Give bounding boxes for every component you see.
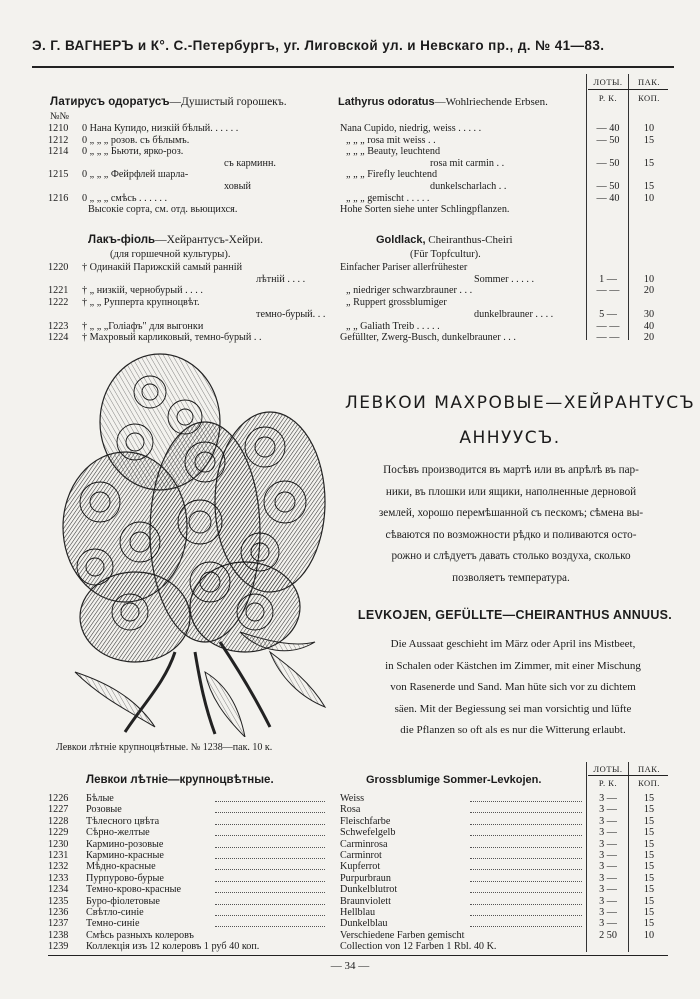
price-lots: — 50	[596, 134, 620, 146]
dot-leader	[470, 861, 582, 870]
section-title-de	[376, 234, 513, 246]
price-lots: 3 —	[599, 827, 617, 839]
price-pak: 15	[643, 157, 655, 169]
dot-leader	[470, 827, 582, 836]
item-number: 1238	[48, 929, 69, 941]
price-pak: 15	[643, 850, 655, 861]
item-name-ru: Бѣлые	[86, 793, 114, 804]
dot-leader	[215, 850, 325, 859]
item-number: 1231	[48, 850, 69, 861]
price-pak: 15	[643, 804, 655, 816]
goldlack-ru-note: (для горшечной культуры).	[110, 249, 231, 260]
table-row	[0, 193, 700, 205]
lathyrus-de-subtitle: —Wohlriechende Erbsen.	[434, 96, 548, 108]
table-row	[0, 793, 700, 805]
ru-line: ники, въ плошки или ящики, наполненные дерновой	[385, 485, 637, 498]
price-pak: 15	[643, 181, 655, 192]
price-pak: 15	[643, 815, 655, 827]
col-kop-header: КОП.	[638, 93, 660, 103]
item-number: 1222	[48, 297, 69, 309]
item-number: 1210	[48, 123, 69, 134]
de-line: in Schalen oder Kästchen im Zimmer, mit einer Mischung	[385, 659, 641, 672]
item-name-ru: съ карминн.	[224, 157, 276, 169]
item-name-de: Fleischfarbe	[340, 815, 391, 827]
price-pak: 15	[643, 884, 655, 896]
table-row	[0, 930, 700, 942]
item-name-ru: Тѣлесного цвѣта	[86, 815, 160, 827]
price-lots: 3 —	[599, 895, 617, 907]
item-number: 1214	[48, 146, 69, 158]
dot-leader	[215, 816, 325, 825]
price-lots: 3 —	[599, 804, 617, 816]
item-name-de: Braunviolett	[340, 895, 391, 907]
col-kop-header-bottom: КОП.	[638, 778, 660, 788]
item-name-de: Weiss	[340, 793, 365, 804]
price-lots: 1 —	[599, 273, 617, 285]
price-lots: 3 —	[599, 850, 617, 861]
item-name-de: „ „ „ Beauty, leuchtend	[346, 146, 441, 158]
ru-line: рожно и слѣдуетъ давать столько воздуха, сколько	[391, 550, 631, 562]
price-lots: 3 —	[599, 884, 617, 896]
section-title-de	[338, 96, 548, 108]
item-name-ru: Темно-крово-красные	[86, 884, 182, 896]
price-lots: — 40	[596, 123, 620, 134]
price-pak: 10	[643, 273, 655, 285]
item-name-de: Rosa	[340, 804, 361, 816]
item-number: 1239	[48, 941, 69, 953]
levkoi-ru-paragraph	[350, 460, 672, 589]
lathyrus-ru-subtitle: —Душистый горошекъ.	[169, 96, 287, 108]
item-name-ru: Мѣдно-красные	[86, 861, 156, 873]
price-lots: 3 —	[599, 793, 617, 804]
goldlack-ru-subtitle: —Хейрантусъ-Хейри.	[155, 234, 264, 246]
section3-de-title: Grossblumige Sommer-Levkojen.	[366, 774, 542, 786]
price-pak: 20	[643, 285, 655, 297]
item-name-de: Gefüllter, Zwerg-Busch, dunkelbrauner . . .	[340, 332, 516, 344]
col-pak-header-bottom: ПАК.	[637, 764, 661, 774]
table-row	[0, 309, 700, 321]
item-name-de: „ „ „ rosa mit weiss . .	[346, 134, 436, 146]
ru-line: землей, хорошо перемѣшанной съ пескомъ; сѣмена вы-	[378, 507, 644, 519]
price-lots: 3 —	[599, 861, 617, 873]
table-row	[0, 839, 700, 851]
dot-leader	[215, 918, 325, 927]
table-row	[0, 884, 700, 896]
de-line: Die Aussaat geschieht im März oder April ins Mistbeet,	[390, 638, 636, 650]
goldlack-de-subtitle: Cheiranthus-Cheiri	[425, 234, 513, 246]
item-name-ru: † „ „ „Голіафъ" для выгонки	[82, 320, 204, 332]
item-number: 1229	[48, 827, 69, 839]
item-name-de: „ „ „ Firefly leuchtend	[346, 169, 438, 181]
flower-engraving-icon	[55, 352, 333, 737]
item-name-ru: Пурпурово-бурые	[86, 872, 164, 884]
item-number: 1230	[48, 838, 69, 850]
item-number: 1236	[48, 907, 69, 918]
table-row	[0, 850, 700, 862]
item-name-de: Purpurbraun	[340, 872, 391, 884]
price-pak: 15	[643, 861, 655, 873]
item-name-de: „ Ruppert grossblumiger	[346, 297, 447, 309]
item-name-ru: Свѣтло-синіе	[86, 907, 144, 918]
item-name-ru: Смѣсь разныхъ колеровъ	[86, 929, 194, 941]
item-name-ru: Розовые	[86, 804, 122, 816]
dot-leader	[470, 873, 582, 882]
dot-leader	[470, 850, 582, 859]
levkoi-illustration	[55, 352, 333, 737]
levkoi-ru-title-2: АННУУСЪ.	[459, 428, 561, 448]
item-name-ru: Темно-синіе	[86, 918, 140, 930]
price-pak: 10	[643, 929, 655, 941]
item-name-ru: † „ низкій, чернобурый . . . .	[82, 285, 203, 297]
table-row	[0, 274, 700, 286]
item-number: 1224	[48, 332, 69, 344]
dot-leader	[470, 918, 582, 927]
page-number: — 34 —	[330, 960, 370, 972]
item-number: 1216	[48, 192, 69, 204]
item-name-de: Verschiedene Farben gemischt	[340, 929, 465, 941]
item-name-ru: 0 Нана Купидо, низкій бѣлый. . . . . .	[82, 123, 239, 134]
item-name-de: Hohe Sorten siehe unter Schlingpflanzen.	[340, 204, 510, 216]
item-name-de: Carminrosa	[340, 838, 388, 850]
table-row	[0, 861, 700, 873]
levkoi-ru-title-1: ЛЕВКОИ МАХРОВЫЕ—ХЕЙРАНТУСЪ	[345, 393, 696, 413]
dot-leader	[470, 896, 582, 905]
dot-leader	[215, 793, 325, 802]
price-pak: 40	[643, 320, 655, 332]
price-lots: — —	[596, 332, 620, 344]
price-lots: 3 —	[599, 815, 617, 827]
item-name-de: rosa mit carmin . .	[430, 157, 505, 169]
price-pak: 15	[643, 872, 655, 884]
table-row	[0, 816, 700, 828]
item-name-de: Schwefelgelb	[340, 827, 396, 839]
item-name-ru: 0 „ „ „ Фейрфлей шарла-	[82, 169, 189, 181]
col-lots-header-bottom: ЛОТЫ.	[593, 764, 623, 774]
price-lots: — 50	[596, 181, 620, 192]
table-row	[0, 827, 700, 839]
item-number: 1228	[48, 815, 69, 827]
dot-leader	[470, 884, 582, 893]
item-name-de: „ niedriger schwarzbrauner . . .	[346, 285, 473, 297]
ru-line: позволяетъ температура.	[452, 571, 570, 584]
levkoi-de-paragraph	[354, 634, 672, 742]
price-pak: 10	[643, 192, 655, 204]
table-row	[0, 181, 700, 193]
item-number: 1223	[48, 320, 69, 332]
item-name-ru: Высокіе сорта, см. отд. вьющихся.	[88, 204, 238, 216]
item-name-ru: † Одинакій Парижскій самый ранній	[82, 262, 243, 273]
dot-leader	[215, 896, 325, 905]
col-rk-header-bottom: Р. К.	[598, 778, 618, 788]
col-lots-header: ЛОТЫ.	[593, 77, 623, 87]
item-name-ru: Коллекція изъ 12 колеровъ 1 руб 40 коп.	[86, 941, 260, 953]
table-row	[0, 146, 700, 158]
item-name-ru: лѣтній . . . .	[256, 273, 306, 285]
price-lots: — 50	[596, 157, 620, 169]
item-name-de: „ „ Galiath Treib . . . . .	[346, 320, 440, 332]
dot-leader	[470, 907, 582, 916]
goldlack-de-title: Goldlack,	[376, 234, 426, 246]
price-pak: 15	[643, 907, 655, 918]
col-rk-header: Р. К.	[598, 93, 618, 103]
lathyrus-ru-title: Латирусъ одоратусъ	[50, 96, 170, 108]
lathyrus-de-title: Lathyrus odoratus	[338, 96, 435, 108]
price-pak: 15	[643, 838, 655, 850]
item-name-ru: ховый	[224, 181, 251, 192]
table-row	[0, 204, 700, 216]
de-line: die Pflanzen so oft als es nur die Witterung erlaubt.	[400, 724, 626, 736]
table-row	[0, 907, 700, 919]
price-pak: 30	[643, 308, 655, 320]
ru-line: сѣваются по возможности рѣдко и поливаются осто-	[385, 528, 637, 541]
levkoi-de-title: LEVKOJEN, GEFÜLLTE—CHEIRANTHUS ANNUUS.	[357, 608, 673, 622]
item-name-de: Sommer . . . . .	[474, 273, 534, 285]
table-row	[0, 123, 700, 135]
table-row	[0, 321, 700, 333]
table-row	[0, 135, 700, 147]
item-name-ru: Кармино-красные	[86, 850, 164, 861]
item-number: 1220	[48, 262, 69, 273]
item-name-de: Nana Cupido, niedrig, weiss . . . . .	[340, 123, 482, 134]
item-number: 1232	[48, 861, 69, 873]
ru-line: Посѣвъ производится въ мартѣ или въ апрѣлѣ въ пар-	[383, 464, 639, 476]
de-line: säen. Mit der Begiessung sei man vorsichtig und lüfte	[394, 702, 632, 715]
dot-leader	[215, 884, 325, 893]
dot-leader	[215, 839, 325, 848]
table-row	[0, 896, 700, 908]
item-name-ru: 0 „ „ „ розов. съ бѣлымъ.	[82, 134, 190, 146]
item-name-ru: 0 „ „ „ Бьюти, ярко-роз.	[82, 146, 184, 158]
de-line: von Rasenerde und Sand. Man hüte sich vor zu dichtem	[390, 681, 636, 693]
table-row	[0, 941, 700, 953]
price-pak: 15	[643, 827, 655, 839]
item-number: 1233	[48, 872, 69, 884]
price-pak: 20	[643, 332, 655, 344]
col-header-rule	[588, 89, 668, 90]
table-row	[0, 332, 700, 344]
dot-leader	[215, 827, 325, 836]
item-name-ru: 0 „ „ „ смѣсь . . . . . .	[82, 192, 168, 204]
item-name-ru: Сѣрно-желтые	[86, 827, 150, 839]
price-pak: 15	[643, 793, 655, 804]
item-name-de: Carminrot	[340, 850, 382, 861]
page-header: Э. Г. ВАГНЕРЪ и К°. С.-Петербургъ, уг. Лиговской ул. и Невскаго пр., д. № 41—83.	[32, 38, 605, 53]
price-lots: 5 —	[599, 308, 617, 320]
price-pak: 15	[643, 134, 655, 146]
table-row	[0, 918, 700, 930]
col-pak-header: ПАК.	[637, 77, 661, 87]
table-row	[0, 873, 700, 885]
dot-leader	[470, 816, 582, 825]
table-row	[0, 158, 700, 170]
item-number: 1235	[48, 895, 69, 907]
item-number: 1215	[48, 169, 69, 181]
item-name-de: Kupferrot	[340, 861, 381, 873]
item-name-de: Dunkelblau	[340, 918, 388, 930]
goldlack-de-note: (Für Topfcultur).	[410, 249, 481, 260]
price-lots: — 40	[596, 192, 620, 204]
table-row	[0, 804, 700, 816]
price-lots: 3 —	[599, 907, 617, 918]
dot-leader	[215, 907, 325, 916]
price-lots: — —	[596, 285, 620, 297]
dot-leader	[470, 793, 582, 802]
item-name-ru: Буро-фіолетовые	[86, 895, 160, 907]
item-name-ru: темно-бурый. . .	[256, 308, 326, 320]
item-number: 1227	[48, 804, 69, 816]
goldlack-ru-title: Лакъ-фіоль	[88, 234, 156, 246]
footer-rule	[48, 955, 668, 956]
table-row	[0, 169, 700, 181]
item-number: 1212	[48, 134, 69, 146]
item-number: 1221	[48, 285, 69, 297]
item-name-de: dunkelscharlach . .	[430, 181, 507, 192]
col-header-rule-bottom	[588, 775, 668, 776]
item-name-de: Einfacher Pariser allerfrühester	[340, 262, 468, 273]
item-number: 1226	[48, 793, 69, 804]
price-lots: 2 50	[599, 929, 617, 941]
price-lots: — —	[596, 320, 620, 332]
numero-label: №№	[50, 111, 70, 122]
item-name-de: Dunkelblutrot	[340, 884, 398, 896]
illustration-caption: Левкои лѣтніе крупноцвѣтные. № 1238—пак. 10 к.	[56, 742, 273, 753]
section-title-ru	[88, 234, 263, 246]
price-lots: 3 —	[599, 918, 617, 930]
price-pak: 10	[643, 123, 655, 134]
section3-ru-title: Левкои лѣтніе—крупноцвѣтные.	[86, 774, 274, 786]
dot-leader	[215, 804, 325, 813]
table-row	[0, 262, 700, 274]
dot-leader	[470, 839, 582, 848]
item-name-ru: † „ „ Рупперта крупноцвѣт.	[82, 297, 200, 309]
item-number: 1237	[48, 918, 69, 930]
item-number: 1234	[48, 884, 69, 896]
item-name-de: Hellblau	[340, 907, 376, 918]
item-name-de: Collection von 12 Farben 1 Rbl. 40 K.	[340, 941, 497, 953]
item-name-ru: Кармино-розовые	[86, 838, 164, 850]
price-pak: 15	[643, 918, 655, 930]
table-row	[0, 285, 700, 297]
dot-leader	[470, 804, 582, 813]
item-name-de: „ „ „ gemischt . . . . .	[346, 192, 430, 204]
price-lots: 3 —	[599, 872, 617, 884]
item-name-ru: † Махровый карликовый, темно-бурый . .	[82, 332, 262, 344]
price-lots: 3 —	[599, 838, 617, 850]
dot-leader	[215, 873, 325, 882]
price-pak: 15	[643, 895, 655, 907]
item-name-de: dunkelbrauner . . . .	[474, 308, 554, 320]
table-row	[0, 297, 700, 309]
section-title-ru	[50, 96, 287, 108]
header-rule	[32, 66, 674, 68]
dot-leader	[215, 861, 325, 870]
